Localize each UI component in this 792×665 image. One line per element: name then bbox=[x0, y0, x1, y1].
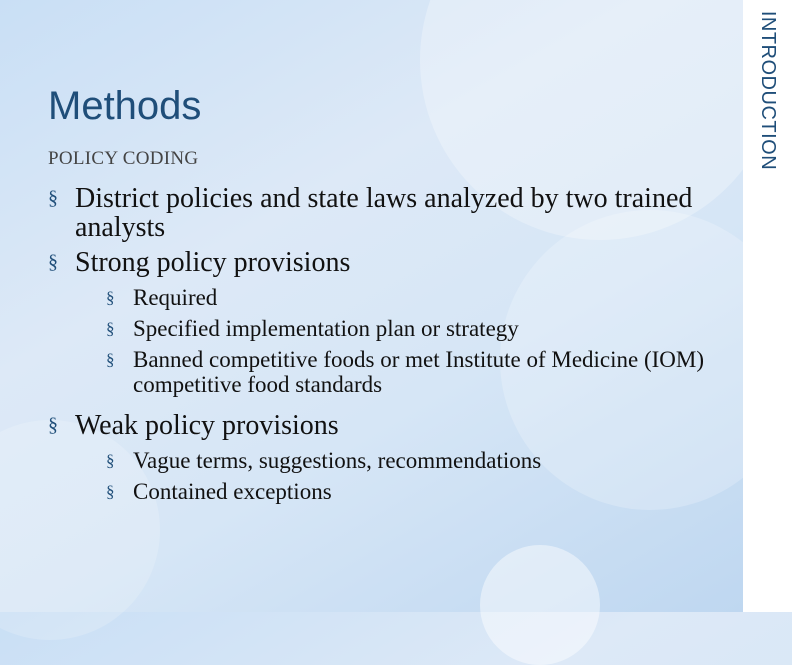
sub-bullet-item bbox=[106, 479, 728, 504]
bullet-text: Strong policy provisions bbox=[75, 247, 351, 278]
sub-bullet-text: Banned competitive foods or met Institute of Medicine (IOM) competitive food standards bbox=[133, 347, 705, 397]
sub-bullet-text: Specified implementation plan or strategy bbox=[133, 316, 519, 341]
bullet-item bbox=[48, 184, 728, 242]
sub-bullet-text: Vague terms, suggestions, recommendations bbox=[133, 448, 542, 473]
background-bubble bbox=[480, 545, 600, 665]
slide-title: Methods bbox=[48, 84, 202, 128]
section-label-text: INTRODUCTION bbox=[757, 10, 780, 170]
slide-subtitle: POLICY CODING bbox=[48, 148, 199, 169]
sub-bullet-list bbox=[106, 285, 728, 397]
slide-content bbox=[48, 184, 728, 518]
sub-bullet-text: Required bbox=[133, 285, 218, 310]
sub-bullet-text: Contained exceptions bbox=[133, 479, 332, 504]
bullet-text: Weak policy provisions bbox=[75, 410, 339, 441]
bullet-item bbox=[48, 411, 728, 504]
sub-bullet-item bbox=[106, 316, 728, 341]
bullet-list bbox=[48, 184, 728, 504]
sub-bullet-item bbox=[106, 285, 728, 310]
bullet-text: District policies and state laws analyzed by two trained analysts bbox=[75, 183, 693, 243]
sub-bullet-item bbox=[106, 448, 728, 473]
sub-bullet-item bbox=[106, 347, 728, 397]
bullet-item bbox=[48, 248, 728, 397]
sub-bullet-list bbox=[106, 448, 728, 504]
section-label bbox=[743, 0, 792, 180]
